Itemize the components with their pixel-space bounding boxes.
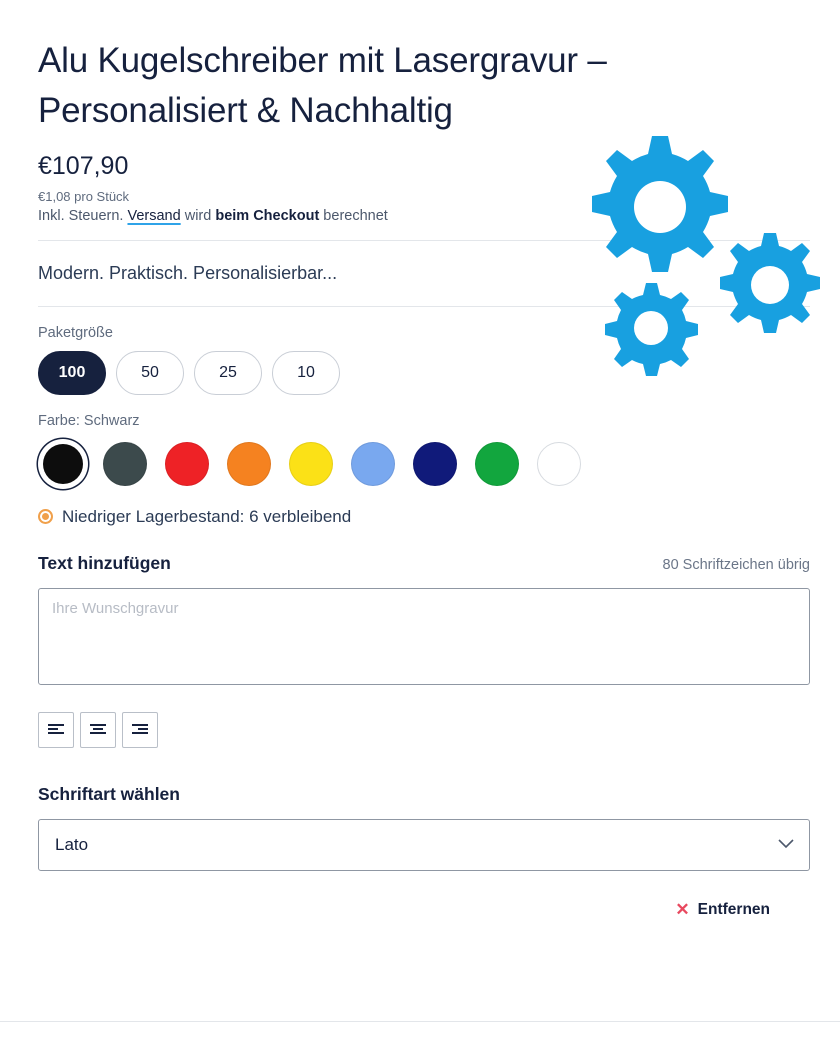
color-swatch-gruen[interactable]: [472, 439, 522, 489]
engraving-header: [38, 553, 810, 574]
characters-remaining: 80 Schriftzeichen übrig: [662, 556, 810, 573]
text-alignment-group: [38, 712, 810, 748]
swatch-fill-dunkelblau: [413, 442, 457, 486]
color-label: Farbe: Schwarz: [38, 412, 140, 429]
package-option-50[interactable]: 50: [116, 351, 184, 395]
tax-mid: wird: [180, 207, 216, 224]
tax-bold: beim Checkout: [215, 207, 320, 224]
divider-bottom: [38, 306, 810, 307]
swatch-fill-schwarz: [43, 444, 83, 484]
shipping-link[interactable]: Versand: [127, 207, 181, 224]
align-center-icon: [89, 723, 107, 737]
tax-suffix: berechnet: [319, 207, 388, 224]
color-swatch-hellblau[interactable]: [348, 439, 398, 489]
color-swatches: [38, 439, 810, 489]
font-select-title: Schriftart wählen: [38, 783, 180, 804]
tax-prefix: Inkl. Steuern.: [38, 207, 128, 224]
engraving-text-input[interactable]: [38, 588, 810, 685]
remove-row: [38, 901, 810, 919]
color-swatch-schwarz[interactable]: [38, 439, 88, 489]
color-swatch-dunkelblau[interactable]: [410, 439, 460, 489]
stock-dot-icon: [38, 509, 53, 524]
package-option-100[interactable]: 100: [38, 351, 106, 395]
footer-divider: [0, 1021, 840, 1022]
product-tagline: Modern. Praktisch. Personalisierbar...: [38, 262, 338, 283]
close-icon[interactable]: ✕: [675, 900, 690, 920]
tax-shipping-note: [38, 208, 810, 224]
color-swatch-gelb[interactable]: [286, 439, 336, 489]
align-right-button[interactable]: [122, 712, 158, 748]
font-select-wrapper: [38, 819, 810, 871]
package-size-label: Paketgröße: [38, 324, 113, 341]
align-left-button[interactable]: [38, 712, 74, 748]
package-option-10[interactable]: 10: [272, 351, 340, 395]
unit-price: €1,08 pro Stück: [38, 188, 130, 204]
stock-status: [38, 507, 810, 527]
remove-button[interactable]: Entfernen: [697, 900, 770, 918]
swatch-fill-gelb: [289, 442, 333, 486]
align-right-icon: [131, 723, 149, 737]
page-title: Alu Kugelschreiber mit Lasergravur – Personalisiert & Nachhaltig: [38, 41, 607, 130]
color-swatch-anthrazit[interactable]: [100, 439, 150, 489]
swatch-fill-gruen: [475, 442, 519, 486]
color-swatch-rot[interactable]: [162, 439, 212, 489]
swatch-fill-hellblau: [351, 442, 395, 486]
product-price: €107,90: [38, 152, 129, 181]
status-badge: Niedriger Lagerbestand: 6 verbleibend: [62, 506, 352, 526]
swatch-fill-orange: [227, 442, 271, 486]
align-left-icon: [47, 723, 65, 737]
color-swatch-orange[interactable]: [224, 439, 274, 489]
swatch-fill-anthrazit: [103, 442, 147, 486]
package-size-options: [38, 351, 810, 395]
align-center-button[interactable]: [80, 712, 116, 748]
color-swatch-weiss[interactable]: [534, 439, 584, 489]
swatch-fill-weiss: [537, 442, 581, 486]
font-select[interactable]: [38, 819, 810, 871]
engraving-title: Text hinzufügen: [38, 552, 171, 573]
package-option-25[interactable]: 25: [194, 351, 262, 395]
swatch-fill-rot: [165, 442, 209, 486]
